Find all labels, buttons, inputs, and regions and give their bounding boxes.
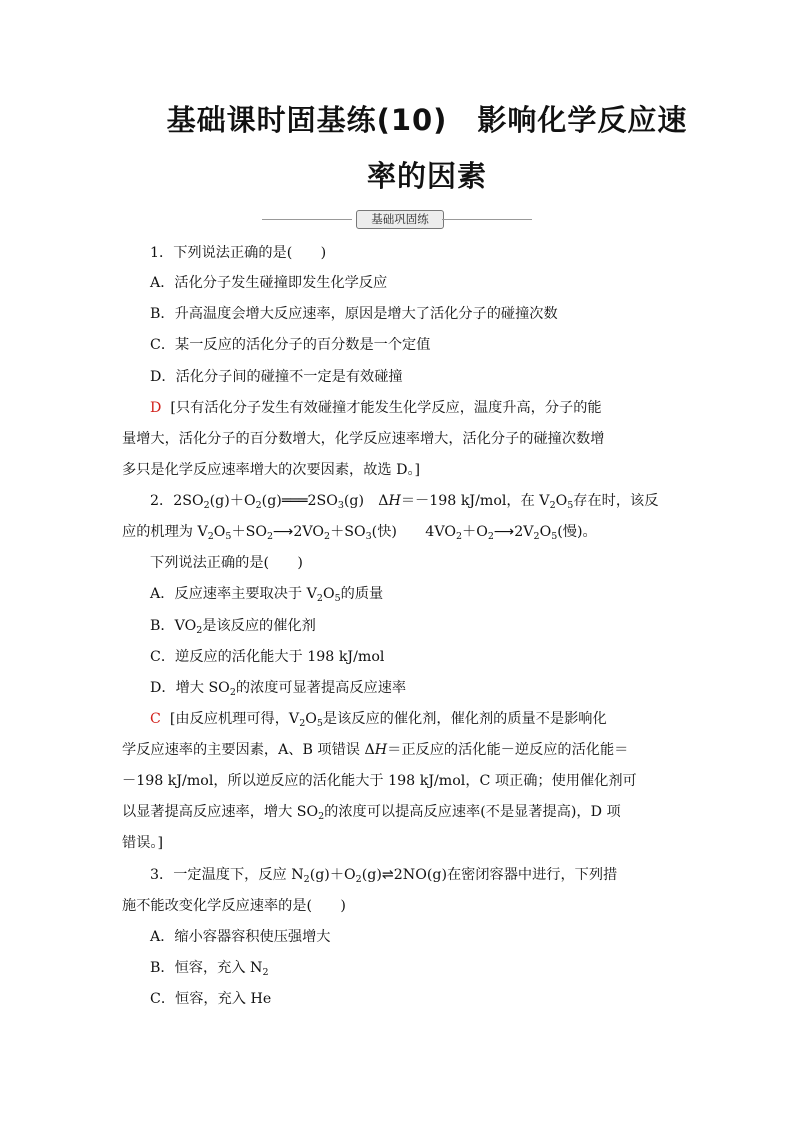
q2-explanation-line-3: －198 kJ/mol，所以逆反应的活化能大于 198 kJ/mol，C 项正确；使用催化剂可 [122, 773, 637, 789]
page-title-line-2: 率的因素 [366, 159, 487, 193]
q2-option-a: A．反应速率主要取决于 $V_2O_5$的质量 [150, 586, 384, 604]
q1-answer: D [150, 400, 162, 416]
q2-stem-line-1: 2．$2SO_2(g)+O_2(g)═══2SO_3(g)$ ΔH＝－198 kJ/mol，在 $V_2O_5$存在时，该反 [150, 493, 659, 511]
section-header [262, 207, 532, 231]
page-title-line-1: 基础课时固基练(10) 影响化学反应速 [166, 103, 688, 137]
q2-option-d: D．增大 $SO_2$的浓度可显著提高反应速率 [150, 680, 407, 698]
q2-explanation-line-4: 以显著提高反应速率，增大 $SO_2$的浓度可以提高反应速率(不是显著提高)，D 项 [122, 804, 621, 822]
q2-prompt: 下列说法正确的是( ) [150, 555, 303, 571]
q3-option-a: A．缩小容器容积使压强增大 [150, 929, 331, 945]
q1-option-b: B．升高温度会增大反应速率，原因是增大了活化分子的碰撞次数 [150, 306, 558, 322]
q2-option-b: B．$VO_2$是该反应的催化剂 [150, 618, 316, 636]
q2-explanation-line-2: 学反应速率的主要因素，A、B 项错误 ΔH＝正反应的活化能－逆反应的活化能＝ [122, 742, 629, 758]
q1-option-c: C．某一反应的活化分子的百分数是一个定值 [150, 337, 431, 353]
q2-explanation-line-1: C [由反应机理可得，$V_2O_5$是该反应的催化剂，催化剂的质量不是影响化 [150, 711, 607, 729]
q3-stem-line-2: 施不能改变化学反应速率的是( ) [122, 898, 346, 914]
q1-explanation-line-3: 多只是化学反应速率增大的次要因素，故选 D。] [122, 462, 421, 478]
q2-option-c: C．逆反应的活化能大于 198 kJ/mol [150, 649, 385, 665]
q3-option-b: B．恒容，充入 $N_2$ [150, 960, 269, 978]
divider-right [442, 219, 532, 220]
section-label: 基础巩固练 [356, 210, 444, 229]
q1-option-d: D．活化分子间的碰撞不一定是有效碰撞 [150, 369, 403, 385]
q2-answer: C [150, 711, 161, 727]
q3-option-c: C．恒容，充入 He [150, 991, 272, 1007]
q3-stem-line-1: 3．一定温度下，反应 $N_2(g)+O_2(g)\rightleftharpoons 2NO(g)$在密闭容器中进行，下列措 [150, 867, 618, 885]
q1-stem: 1．下列说法正确的是( ) [150, 245, 327, 261]
q2-explanation-line-5: 错误。] [122, 835, 163, 851]
q2-stem-line-2: 应的机理为 $V_2O_5+SO_2⟶2VO_2+SO_3$(快) $4VO_2+O_2⟶2V_2O_5$(慢)。 [122, 524, 597, 542]
q1-option-a: A．活化分子发生碰撞即发生化学反应 [150, 275, 388, 291]
q1-explanation-line-2: 量增大，活化分子的百分数增大，化学反应速率增大，活化分子的碰撞次数增 [122, 431, 605, 447]
divider-left [262, 219, 352, 220]
q1-explanation-line-1: D [只有活化分子发生有效碰撞才能发生化学反应，温度升高，分子的能 [150, 400, 602, 416]
